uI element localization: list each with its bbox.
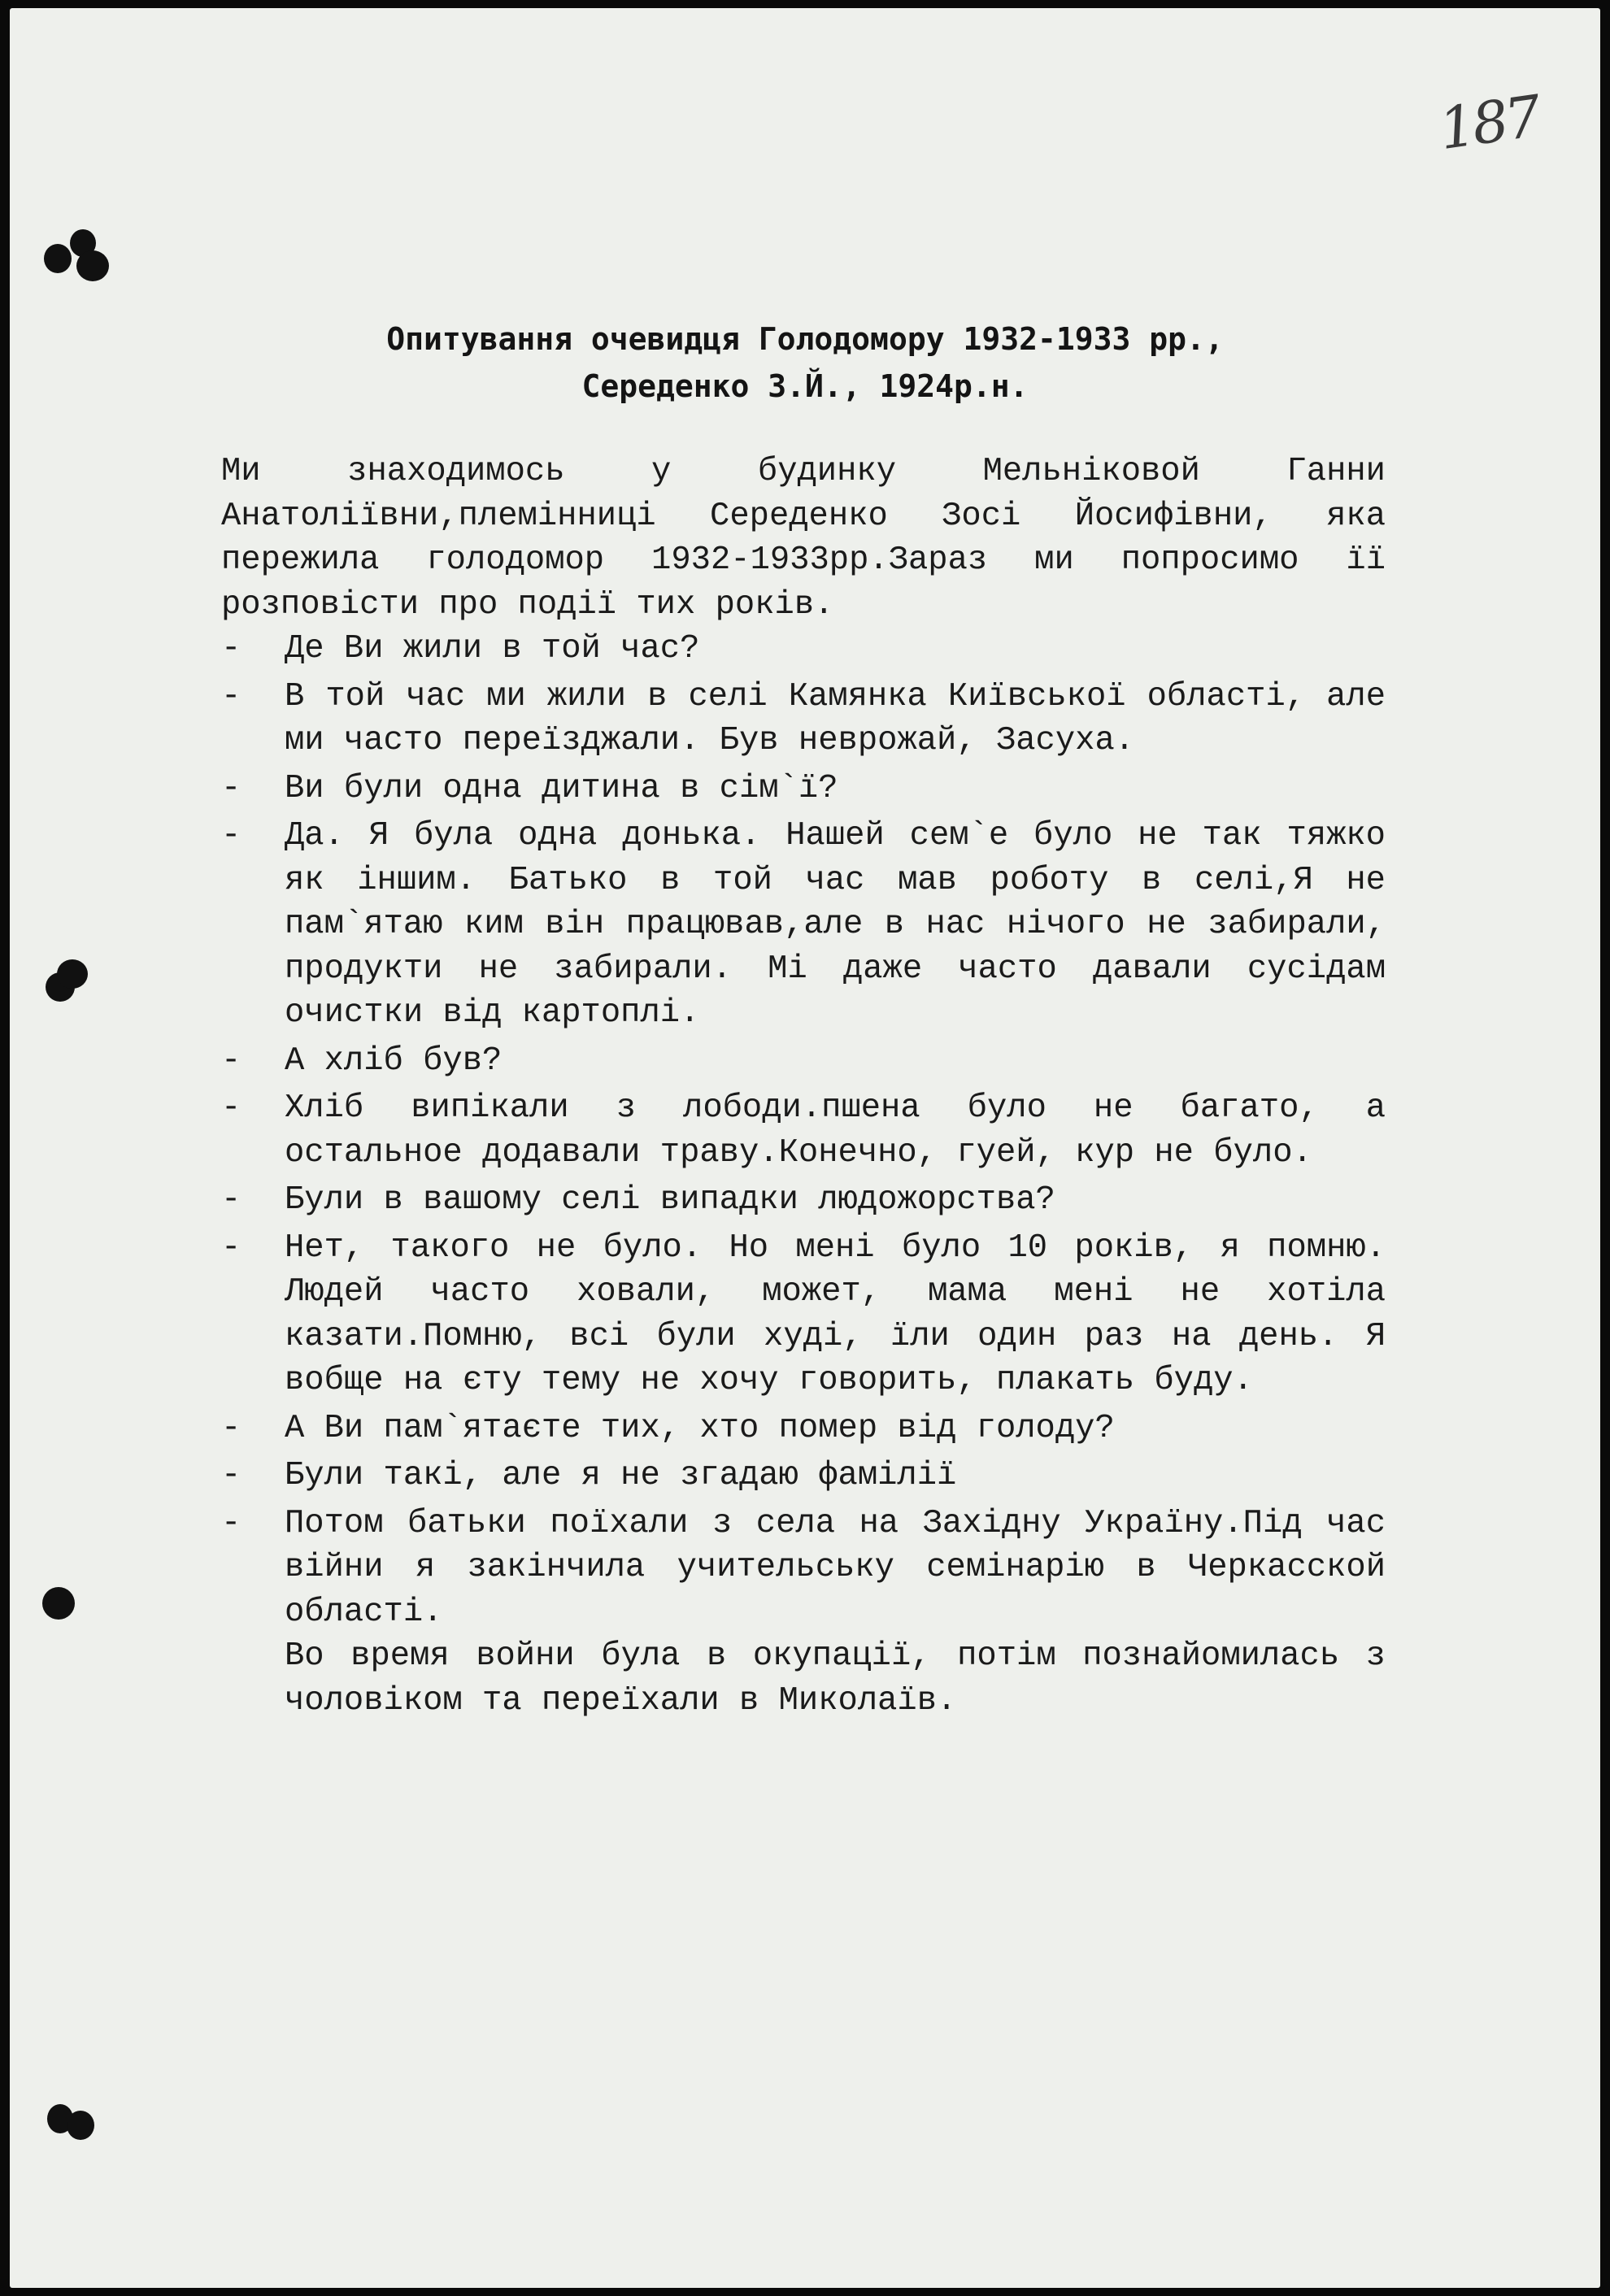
dash-marker: - — [221, 1089, 242, 1127]
punch-hole — [76, 250, 109, 281]
document-page — [10, 8, 1600, 2288]
dash-marker: - — [221, 630, 242, 667]
title-line-2: Середенко З.Й., 1924р.н. — [581, 368, 1029, 404]
document-body — [221, 450, 1386, 1756]
question-text: Де Ви жили в той час? — [285, 630, 700, 667]
punch-hole — [67, 2111, 94, 2140]
qa-entry — [221, 627, 1386, 672]
punch-hole — [57, 959, 88, 989]
qa-entry — [221, 1086, 1386, 1175]
document-title — [10, 315, 1600, 410]
qa-entry — [221, 1039, 1386, 1084]
dash-marker: - — [221, 769, 242, 807]
question-text: А хліб був? — [285, 1041, 503, 1080]
dash-marker: - — [221, 1457, 242, 1494]
qa-entry — [221, 814, 1386, 1036]
page-number: 187 — [1434, 82, 1543, 163]
answer-text: Потом батьки поїхали з села на Західну Україну.Під час війни я закінчила учительську семінарію в Черкасской області. — [285, 1504, 1386, 1631]
dash-marker: - — [221, 1504, 242, 1542]
qa-entry — [221, 1502, 1386, 1635]
question-text: Ви були одна дитина в сім`ї? — [285, 769, 838, 807]
answer-text: В той час ми жили в селі Камянка Київської області, але ми часто переїзджали. Був неврожай, Засуха. — [285, 677, 1386, 759]
intro-paragraph: Ми знаходимось у будинку Мельніковой Ганни Анатоліївни,племінниці Середенко Зосі Йосифівни, яка пережила голодомор 1932-1933рр.Зараз ми попросимо її розповісти про події тих років. — [221, 453, 1386, 624]
punch-hole — [42, 1587, 75, 1620]
dash-marker: - — [221, 1409, 242, 1447]
qa-entry — [221, 767, 1386, 811]
dash-marker: - — [221, 677, 242, 715]
answer-continuation: Во время войни була в окупації, потім познайомилась з чоловіком та переїхали в Миколаїв. — [285, 1637, 1386, 1720]
dash-marker: - — [221, 1041, 242, 1080]
answer-text: Да. Я була одна донька. Нашей сем`е було не так тяжко як іншим. Батько в той час мав роботу в селі,Я не пам`ятаю ким він працював,але в нас нічого не забирали, продукти не забирали. Мі даже часто давали сусідам очистки від картоплі. — [285, 817, 1386, 1032]
dash-marker: - — [221, 1181, 242, 1219]
dash-marker: - — [221, 1228, 242, 1267]
answer-text: Хліб випікали з лободи.пшена було не багато, а остальное додавали траву.Конечно, гуей, кур не було. — [285, 1089, 1386, 1172]
qa-entry — [221, 1407, 1386, 1451]
dash-marker: - — [221, 817, 242, 854]
title-line-1: Опитування очевидця Голодомору 1932-1933 рр., — [386, 321, 1224, 357]
question-text: Були в вашому селі випадки людожорства? — [285, 1181, 1055, 1219]
qa-entry — [221, 1226, 1386, 1403]
qa-entry — [221, 675, 1386, 763]
punch-hole — [44, 244, 72, 273]
answer-text: Нет, такого не було. Но мені було 10 років, я помню. Людей часто ховали, может, мама мені не хотіла казати.Помню, всі були худі, їли один раз на день. Я вобще на єту тему не хочу говорить, плакать буду. — [285, 1228, 1386, 1399]
qa-entry — [221, 1178, 1386, 1223]
answer-text: Були такі, але я не згадаю фамілії — [285, 1457, 957, 1494]
qa-entry — [221, 1454, 1386, 1498]
question-text: А Ви пам`ятаєте тих, хто помер від голоду? — [285, 1409, 1115, 1447]
